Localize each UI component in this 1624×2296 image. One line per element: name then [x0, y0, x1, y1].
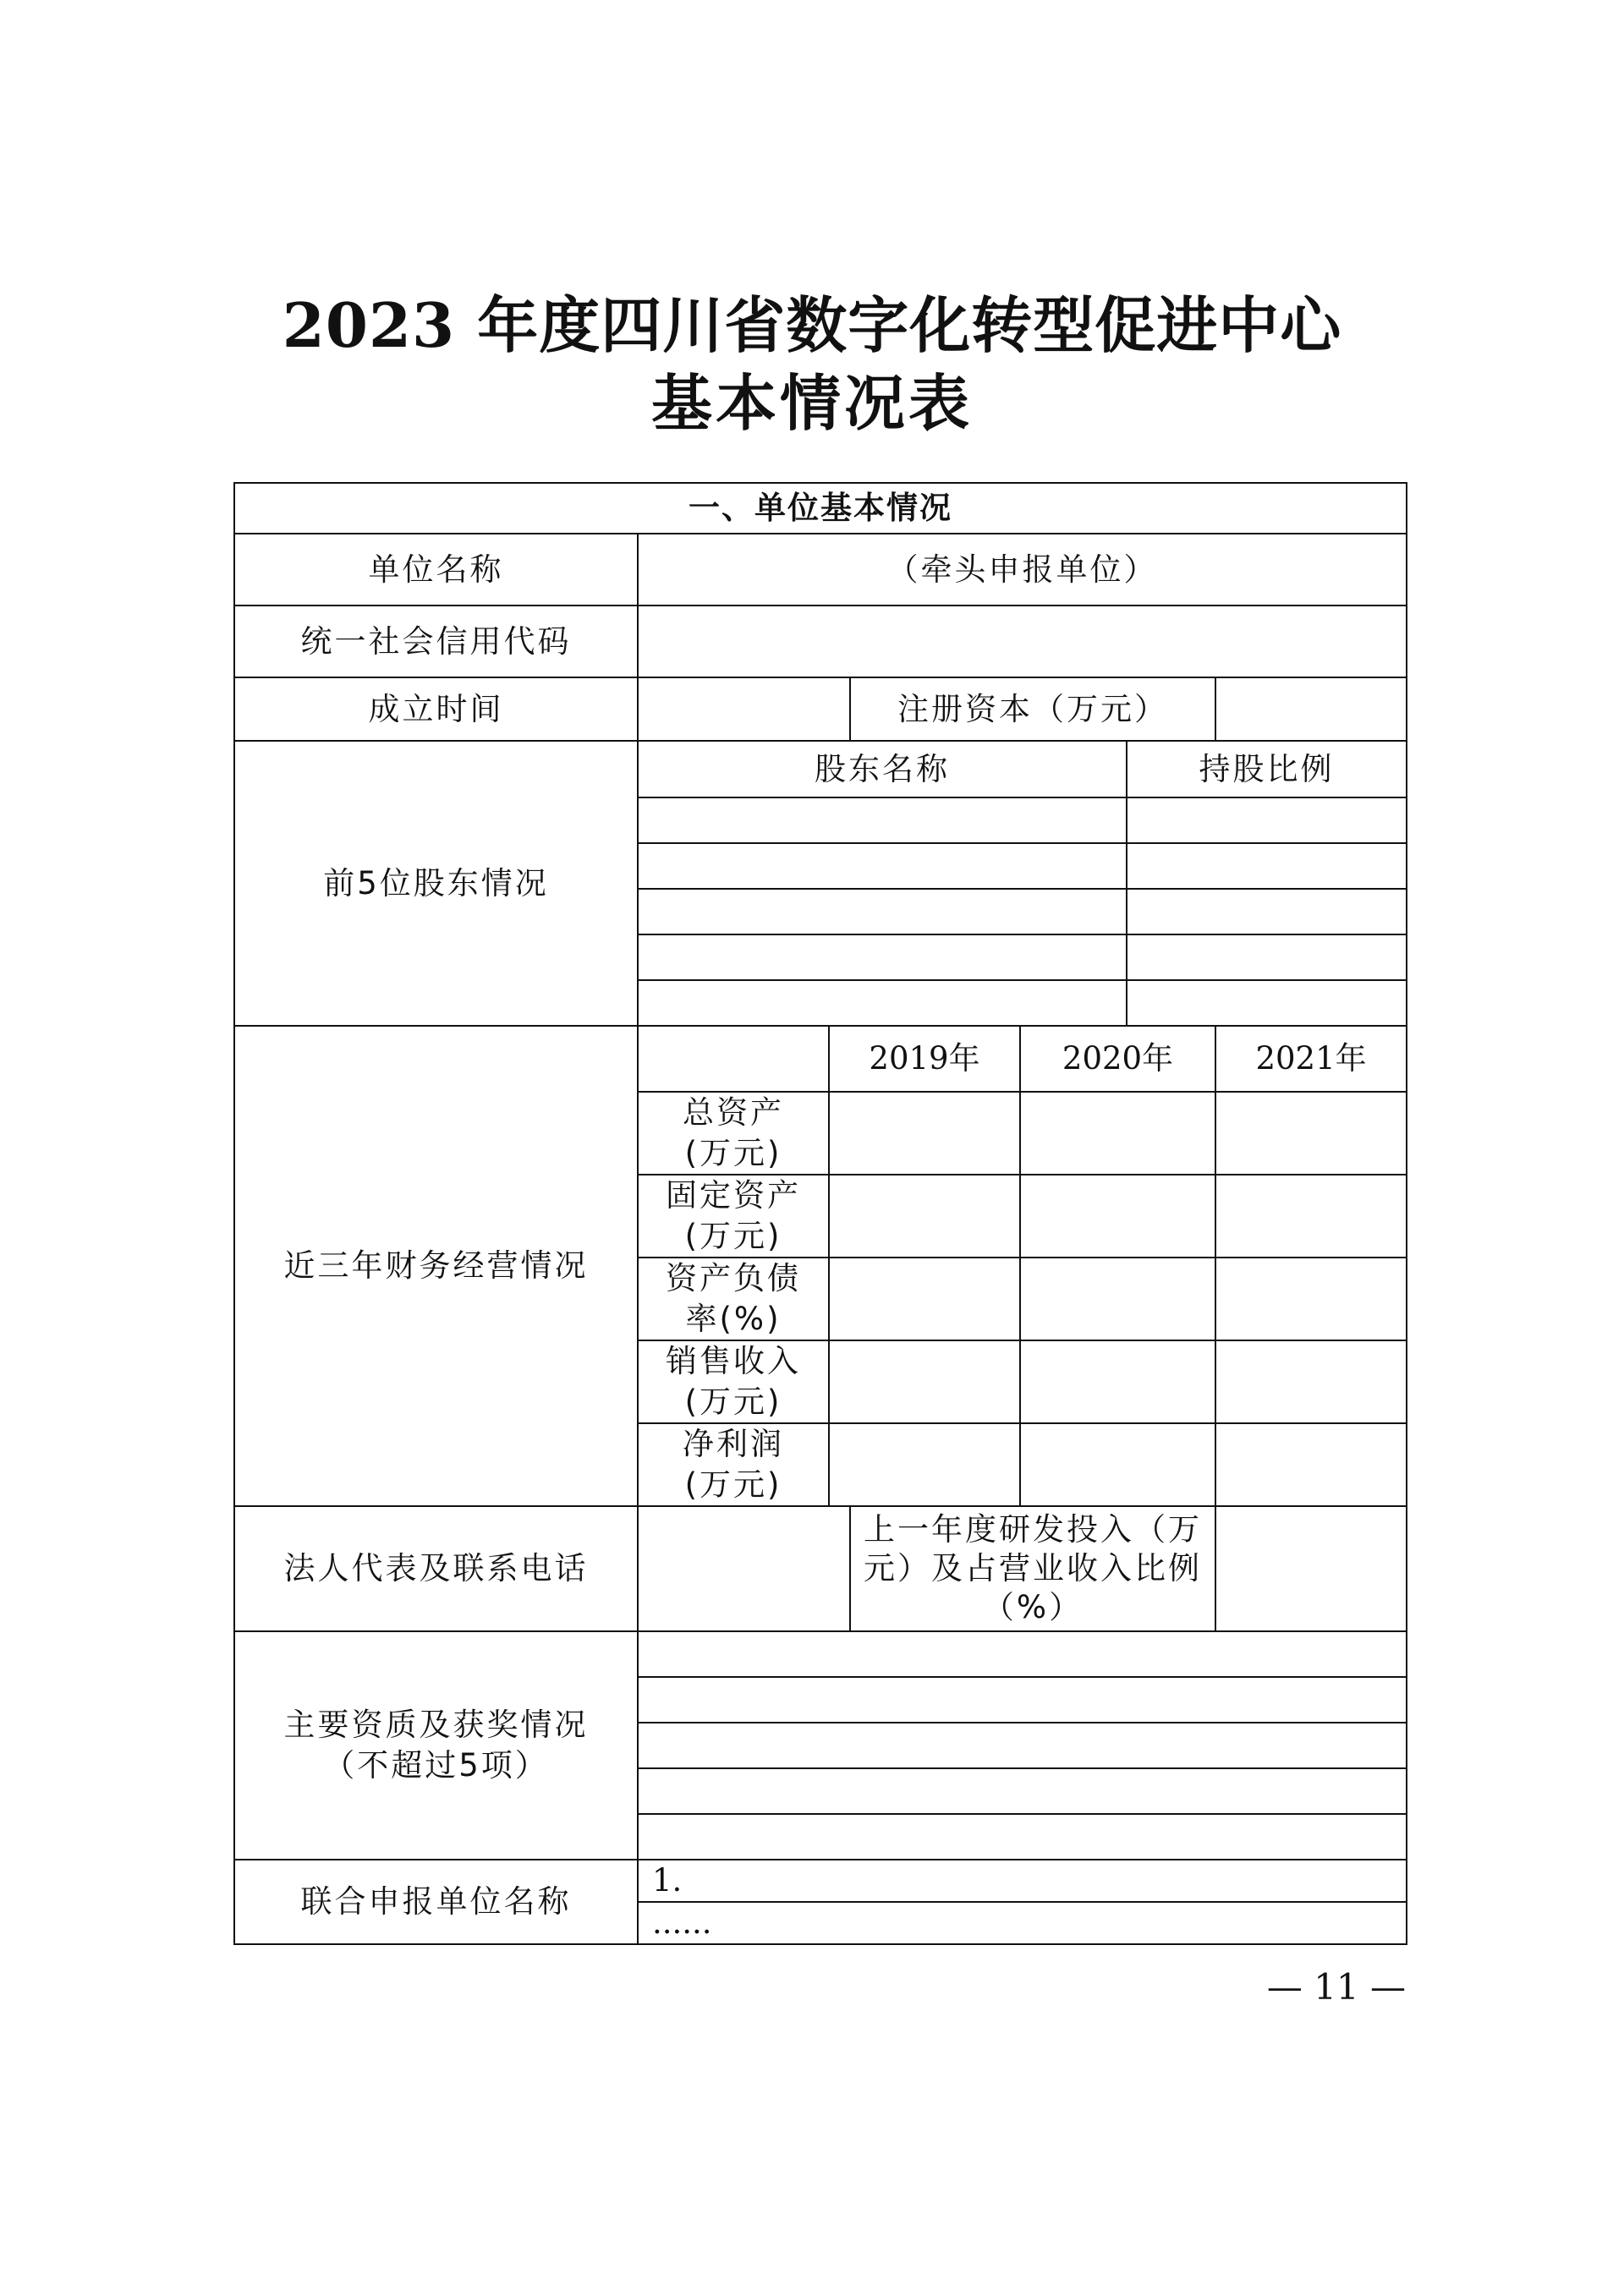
finance-row-label-line2: (万元): [684, 1384, 782, 1420]
finance-row-label-line2: 率(%): [685, 1301, 782, 1337]
shareholders-label: 前5位股东情况: [234, 741, 638, 1026]
finance-cell[interactable]: [1215, 1258, 1407, 1340]
finance-cell[interactable]: [1215, 1092, 1407, 1175]
shareholding-ratio-cell[interactable]: [1127, 889, 1407, 934]
document-title-line2: 基本情况表: [650, 367, 973, 439]
year-header-2020: 2020年: [1020, 1026, 1215, 1092]
finance-cell[interactable]: [829, 1423, 1020, 1506]
finance-cell[interactable]: [829, 1092, 1020, 1175]
finance-cell[interactable]: [1215, 1340, 1407, 1423]
finance-cell[interactable]: [1020, 1340, 1215, 1423]
finance-label: 近三年财务经营情况: [234, 1026, 638, 1506]
legal-rep-label: 法人代表及联系电话: [234, 1506, 638, 1631]
finance-cell[interactable]: [1215, 1175, 1407, 1258]
finance-row-label-line1: 总资产: [683, 1094, 784, 1131]
finance-row-label-line2: (万元): [684, 1466, 782, 1503]
document-title-line1: 2023 年度四川省数字化转型促进中心: [282, 289, 1342, 361]
shareholder-name-cell[interactable]: [638, 843, 1127, 889]
qualification-cell[interactable]: [638, 1814, 1407, 1860]
finance-cell[interactable]: [829, 1258, 1020, 1340]
registered-capital-field[interactable]: [1215, 677, 1407, 741]
registered-capital-label: 注册资本（万元）: [850, 677, 1215, 741]
shareholding-ratio-cell[interactable]: [1127, 934, 1407, 980]
joint-unit-cell[interactable]: ......: [638, 1902, 1407, 1944]
finance-corner-cell: [638, 1026, 829, 1092]
established-label: 成立时间: [234, 677, 638, 741]
legal-rep-field[interactable]: [638, 1506, 850, 1631]
credit-code-field[interactable]: [638, 606, 1407, 677]
finance-cell[interactable]: [829, 1175, 1020, 1258]
finance-row-label: [638, 1340, 829, 1423]
shareholder-name-cell[interactable]: [638, 797, 1127, 843]
shareholder-name-cell[interactable]: [638, 980, 1127, 1026]
shareholding-ratio-cell[interactable]: [1127, 797, 1407, 843]
page-number: — 11 —: [1266, 1966, 1406, 2008]
credit-code-label: 统一社会信用代码: [234, 606, 638, 677]
finance-row-label: [638, 1175, 829, 1258]
qualification-cell[interactable]: [638, 1723, 1407, 1768]
finance-row-label-line2: (万元): [684, 1135, 782, 1171]
section-title: 一、单位基本情况: [234, 483, 1407, 534]
finance-row-label-line1: 固定资产: [666, 1177, 801, 1214]
finance-cell[interactable]: [1020, 1092, 1215, 1175]
unit-name-field[interactable]: （牵头申报单位）: [638, 534, 1407, 606]
joint-units-label: 联合申报单位名称: [234, 1860, 638, 1944]
finance-row-label-line1: 销售收入: [666, 1343, 801, 1379]
rd-investment-label: 上一年度研发投入（万元）及占营业收入比例（%）: [850, 1506, 1215, 1631]
finance-row-label-line1: 净利润: [683, 1426, 784, 1462]
qualifications-label: [234, 1631, 638, 1860]
finance-row-label: [638, 1092, 829, 1175]
qualification-cell[interactable]: [638, 1768, 1407, 1814]
shareholding-ratio-cell[interactable]: [1127, 843, 1407, 889]
shareholding-ratio-header: 持股比例: [1127, 741, 1407, 797]
finance-row-label-line2: (万元): [684, 1218, 782, 1254]
finance-cell[interactable]: [1215, 1423, 1407, 1506]
finance-cell[interactable]: [1020, 1423, 1215, 1506]
year-header-2019: 2019年: [829, 1026, 1020, 1092]
finance-cell[interactable]: [829, 1340, 1020, 1423]
established-field[interactable]: [638, 677, 850, 741]
rd-investment-field[interactable]: [1215, 1506, 1407, 1631]
shareholding-ratio-cell[interactable]: [1127, 980, 1407, 1026]
finance-row-label-line1: 资产负债: [666, 1260, 801, 1296]
unit-name-label: 单位名称: [234, 534, 638, 606]
basic-info-table: [233, 482, 1407, 1945]
joint-unit-cell[interactable]: 1.: [638, 1860, 1407, 1902]
finance-row-label: [638, 1258, 829, 1340]
shareholder-name-cell[interactable]: [638, 934, 1127, 980]
qualification-cell[interactable]: [638, 1631, 1407, 1677]
qualification-cell[interactable]: [638, 1677, 1407, 1723]
qualifications-label-line1: 主要资质及获奖情况: [283, 1707, 589, 1743]
shareholder-name-cell[interactable]: [638, 889, 1127, 934]
finance-cell[interactable]: [1020, 1175, 1215, 1258]
shareholder-name-header: 股东名称: [638, 741, 1127, 797]
qualifications-label-line2: （不超过5项）: [323, 1747, 549, 1784]
finance-cell[interactable]: [1020, 1258, 1215, 1340]
year-header-2021: 2021年: [1215, 1026, 1407, 1092]
finance-row-label: [638, 1423, 829, 1506]
